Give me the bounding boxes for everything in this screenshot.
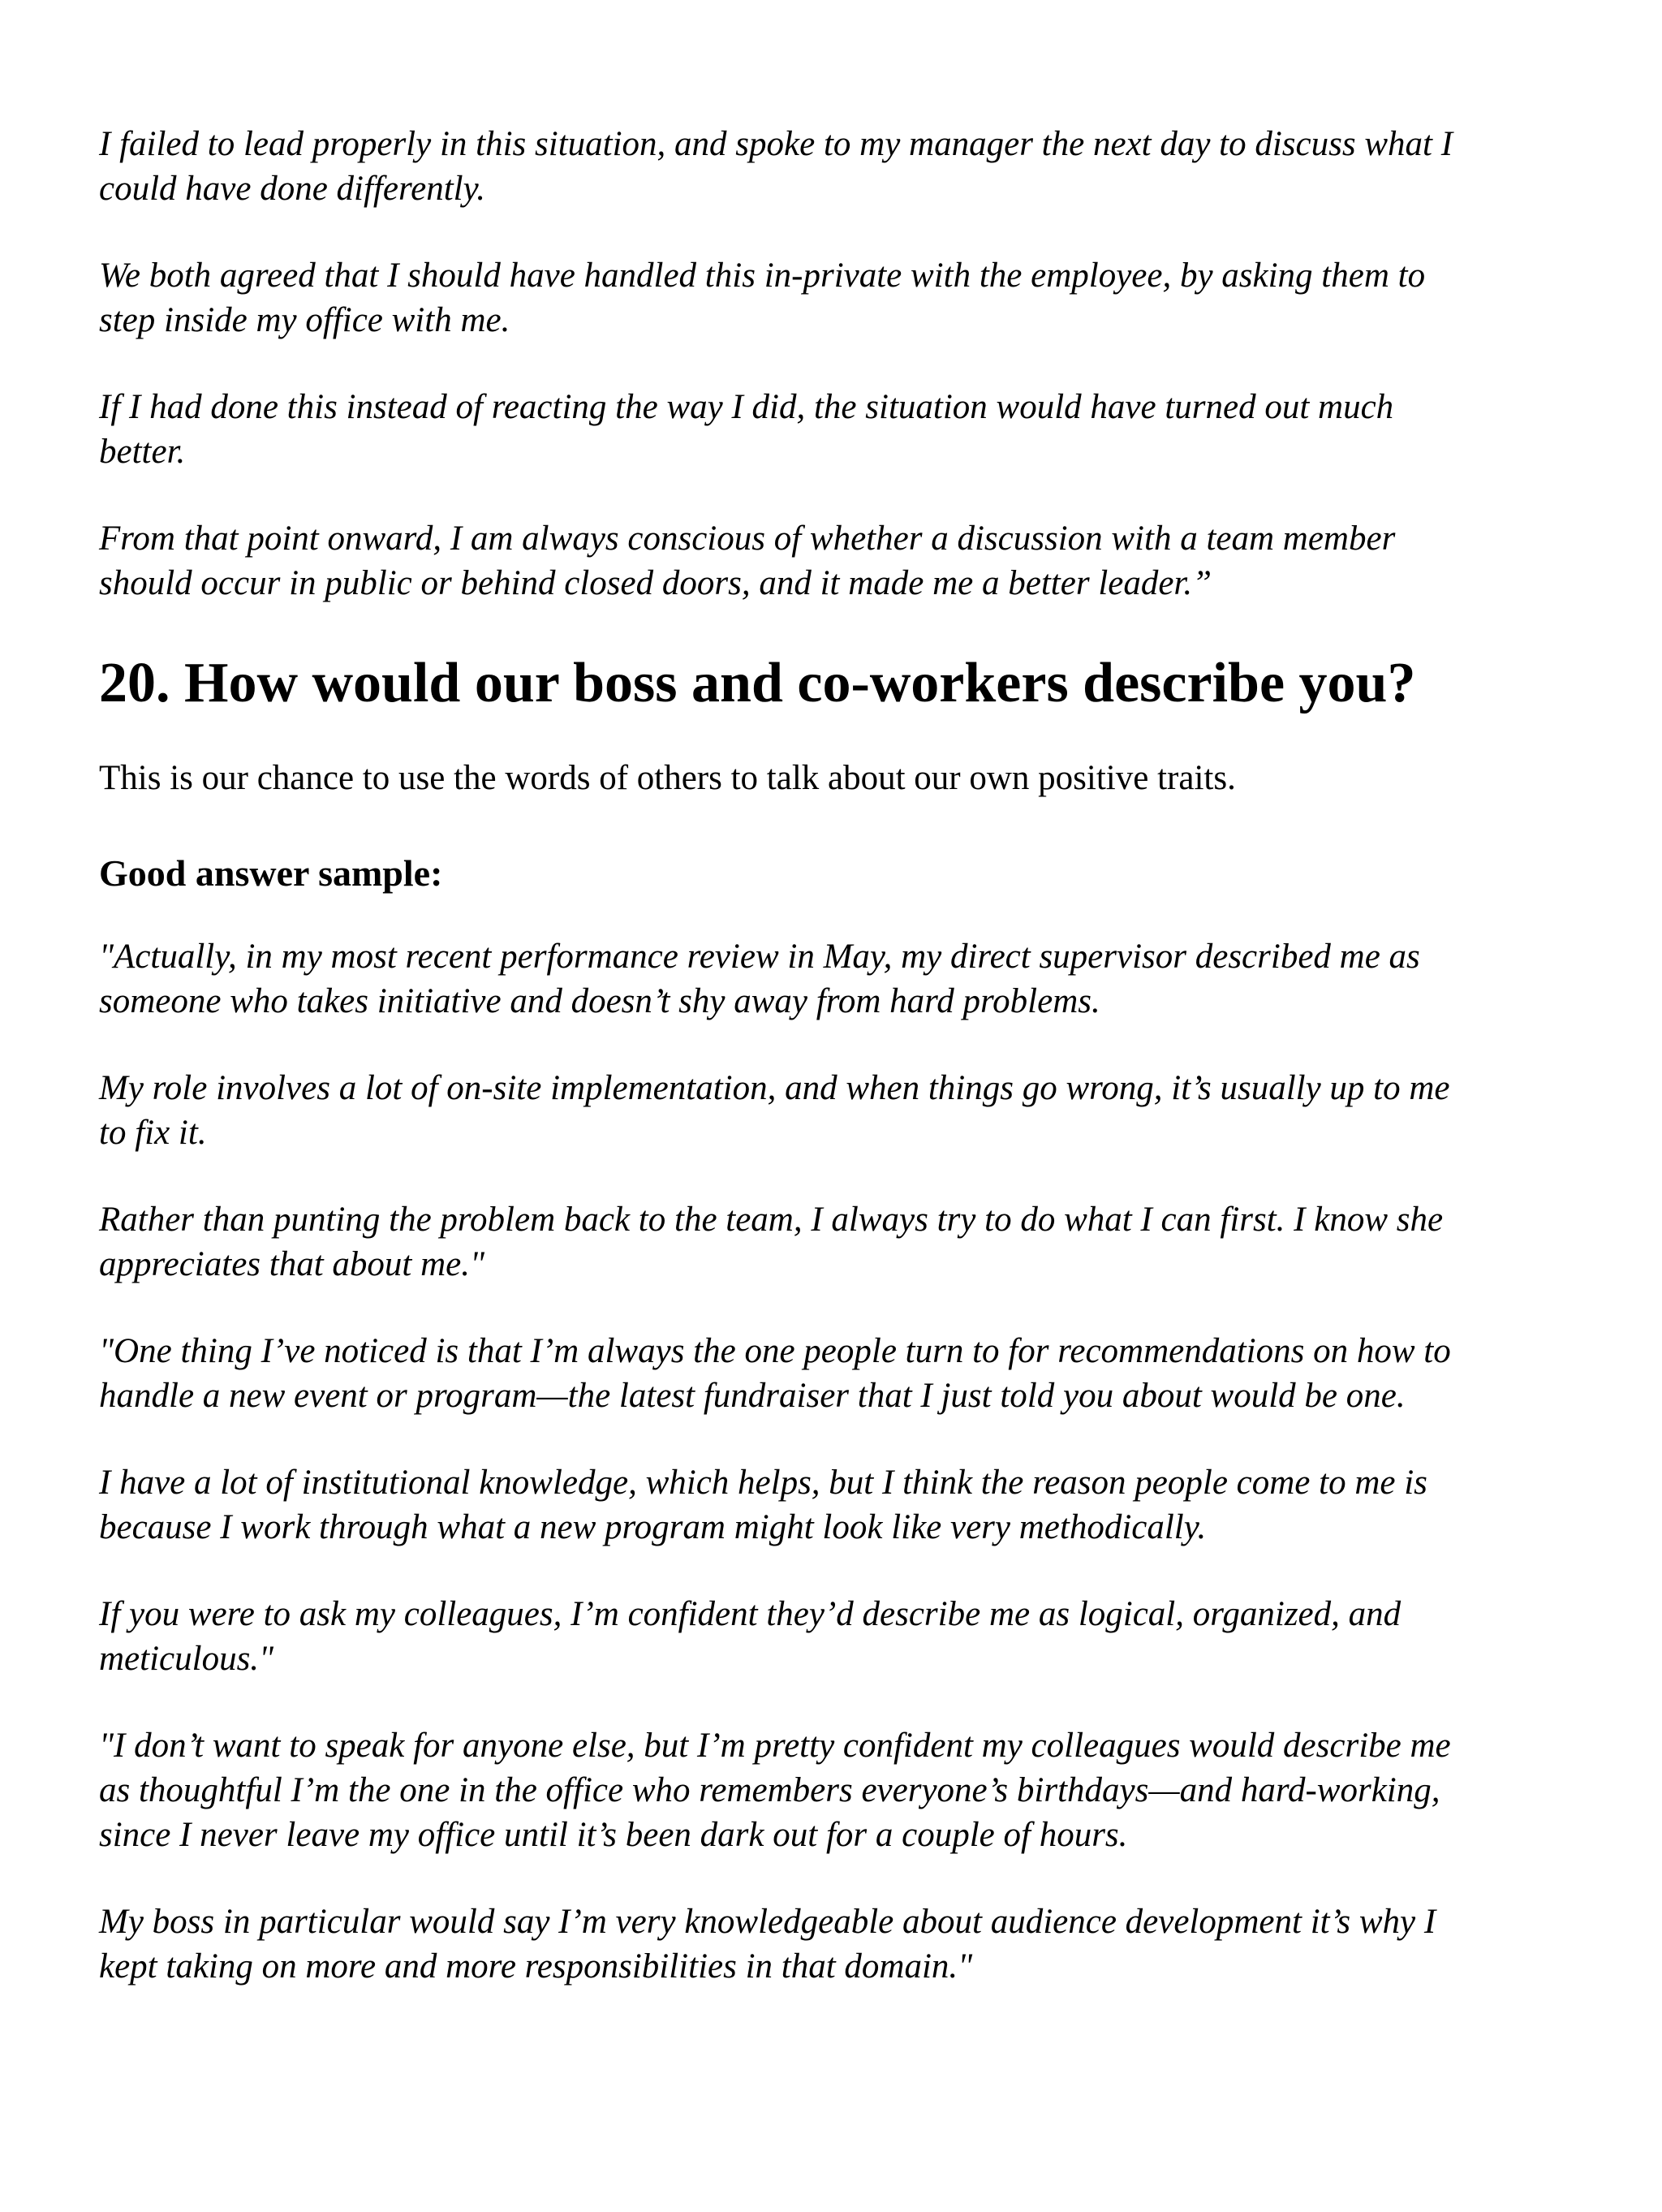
sample-paragraph — [99, 1197, 1608, 1287]
text-line: as thoughtful I’m the one in the office who remembers everyone’s birthdays—and hard-working, — [99, 1771, 1440, 1809]
text-line: since I never leave my office until it’s been dark out for a couple of hours. — [99, 1816, 1128, 1854]
text-line: Rather than punting the problem back to the team, I always try to do what I can first. I know she — [99, 1201, 1444, 1239]
text-line: From that point onward, I am always conscious of whether a discussion with a team member — [99, 520, 1396, 558]
answer-paragraph — [99, 516, 1608, 606]
sample-paragraph — [99, 1460, 1608, 1550]
sample-paragraph — [99, 1066, 1608, 1155]
text-line: handle a new event or program—the latest fundraiser that I just told you about would be one. — [99, 1377, 1406, 1415]
sample-paragraph — [99, 1723, 1608, 1857]
text-line: meticulous." — [99, 1640, 274, 1678]
text-line: We both agreed that I should have handled this in-private with the employee, by asking them to — [99, 257, 1426, 295]
sample-heading: Good answer sample: — [99, 852, 443, 894]
text-line: step inside my office with me. — [99, 301, 510, 339]
sample-paragraph — [99, 1329, 1608, 1418]
sample-paragraph — [99, 934, 1608, 1024]
text-line: to fix it. — [99, 1114, 207, 1152]
text-line: I have a lot of institutional knowledge, which helps, but I think the reason people come to me is — [99, 1464, 1427, 1502]
text-line: My role involves a lot of on-site implementation, and when things go wrong, it’s usually up to me — [99, 1069, 1450, 1107]
text-line: better. — [99, 433, 186, 471]
text-line: should occur in public or behind closed doors, and it made me a better leader.” — [99, 564, 1212, 602]
section-heading: 20. How would our boss and co-workers describe you? — [99, 652, 1416, 714]
text-line: If you were to ask my colleagues, I’m confident they’d describe me as logical, organized, and — [99, 1595, 1402, 1633]
text-line: My boss in particular would say I’m very knowledgeable about audience development it’s why I — [99, 1903, 1436, 1941]
text-line: because I work through what a new program might look like very methodically. — [99, 1508, 1207, 1546]
text-line: "I don’t want to speak for anyone else, but I’m pretty confident my colleagues would describe me — [99, 1727, 1451, 1765]
text-line: kept taking on more and more responsibilities in that domain." — [99, 1947, 973, 1986]
text-line: someone who takes initiative and doesn’t shy away from hard problems. — [99, 982, 1100, 1020]
section-intro: This is our chance to use the words of others to talk about our own positive traits. — [99, 759, 1236, 797]
text-line: could have done differently. — [99, 170, 486, 208]
text-line: If I had done this instead of reacting the way I did, the situation would have turned out much — [99, 388, 1394, 426]
text-line: "One thing I’ve noticed is that I’m always the one people turn to for recommendations on how to — [99, 1332, 1451, 1370]
sample-paragraph — [99, 1899, 1608, 1989]
text-line: "Actually, in my most recent performance review in May, my direct supervisor described me as — [99, 938, 1420, 976]
answer-paragraph — [99, 253, 1608, 343]
answer-paragraph — [99, 385, 1608, 474]
sample-paragraph — [99, 1592, 1608, 1681]
text-line: I failed to lead properly in this situation, and spoke to my manager the next day to discuss what I — [99, 125, 1453, 163]
answer-paragraph — [99, 122, 1608, 211]
text-line: appreciates that about me." — [99, 1245, 485, 1283]
